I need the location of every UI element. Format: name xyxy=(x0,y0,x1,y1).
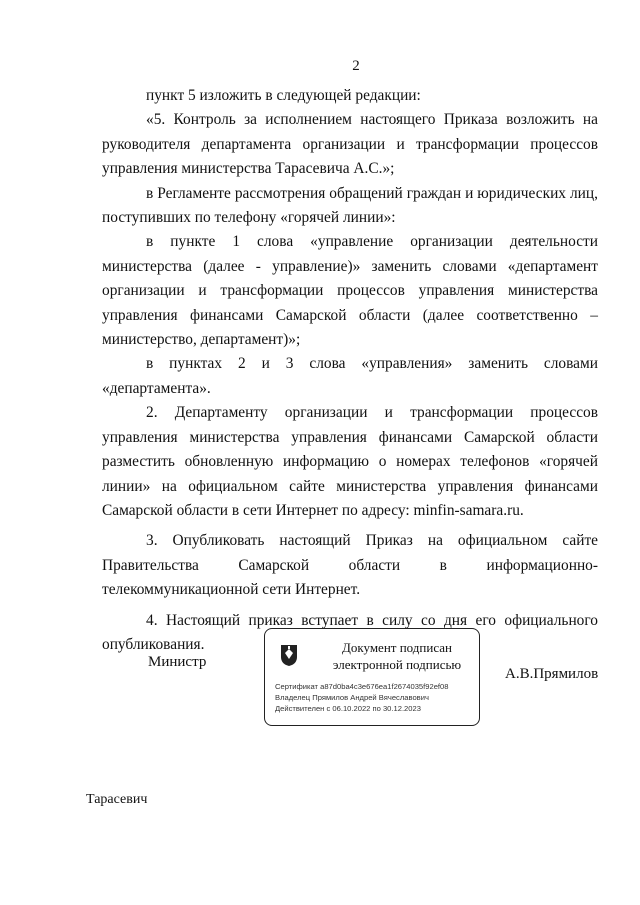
certificate-number: Сертификат a87d0ba4c3e676ea1f2674035f92ef08 xyxy=(275,682,449,691)
executor-name: Тарасевич xyxy=(86,792,148,807)
certificate-owner: Владелец Прямилов Андрей Вячеславович xyxy=(275,693,429,702)
paragraph-points-2-3: в пунктах 2 и 3 слова «управления» заменить словами «департамента». xyxy=(102,355,598,397)
paragraph-2: 2. Департаменту организации и трансформации процессов управления министерства управления финансами Самарской области разместить обновленную информацию о номерах телефонов «горячей линии» на официальном сайте министерства управления финансами Самарской области в сети Интернет по адресу: minfin-samara.ru. xyxy=(102,404,598,519)
certificate-validity: Действителен с 06.10.2022 по 30.12.2023 xyxy=(275,704,421,713)
paragraph-3: 3. Опубликовать настоящий Приказ на официальном сайте Правительства Самарской области в информационно-телекоммуникационной сети Интернет. xyxy=(102,532,598,599)
signature-block xyxy=(0,628,640,738)
stamp-title: Документ подписан электронной подписью xyxy=(332,640,462,672)
document-body xyxy=(102,84,598,657)
signer-name: А.В.Прямилов xyxy=(505,666,599,682)
paragraph-item-5: «5. Контроль за исполнением настоящего Приказа возложить на руководителя департамента организации и трансформации процессов управления министерства Тарасевича А.С.»; xyxy=(102,111,598,178)
paragraph-intro: пункт 5 изложить в следующей редакции: xyxy=(146,87,421,104)
signer-position: Министр xyxy=(148,654,207,670)
paragraph-4: 4. Настоящий приказ вступает в силу со дня его официального опубликования. xyxy=(102,611,598,653)
coat-of-arms-icon xyxy=(279,643,299,667)
stamp-details xyxy=(275,681,449,714)
electronic-signature-stamp xyxy=(264,628,480,726)
page-number: 2 xyxy=(352,58,360,74)
paragraph-point-1: в пункте 1 слова «управление организации деятельности министерства (далее - управление)» заменить словами «департамент организации и трансформации процессов управления министерства управления финансами Самарской области (далее соответственно – министерство, департамент)»; xyxy=(102,233,598,349)
paragraph-regulation: в Регламенте рассмотрения обращений граждан и юридических лиц, поступивших по телефону «горячей линии»: xyxy=(102,184,598,227)
